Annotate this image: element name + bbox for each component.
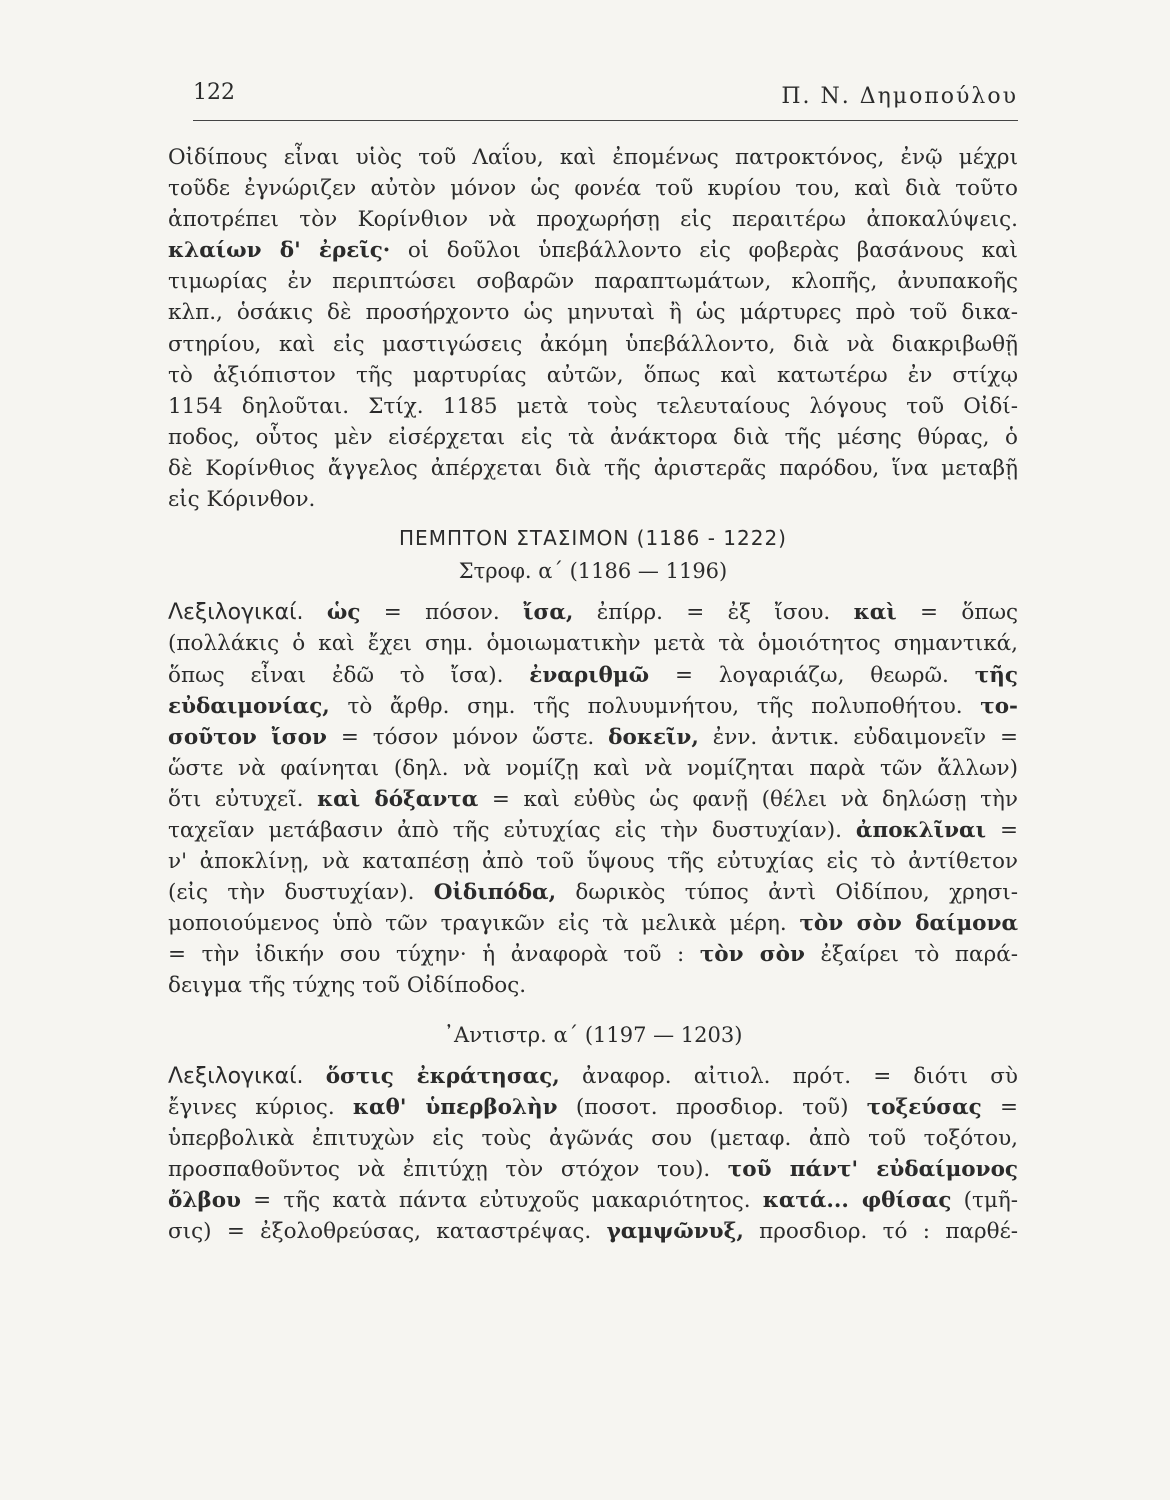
text-line: κλπ., ὁσάκις δὲ προσήρχοντο ὡς μηνυταὶ ἢ ὡς μάρτυρες πρὸ τοῦ δικα-	[168, 300, 1018, 326]
line-text: ἐνν. ἀντικ. εὐδαιμονεῖν =	[712, 724, 1018, 750]
text-line: δὲ Κορίνθιος ἄγγελος ἀπέρχεται διὰ τῆς ἀριστερᾶς παρόδου, ἵνα μεταβῇ	[168, 455, 1018, 481]
text-line	[168, 1061, 1018, 1092]
lemma: καθ' ὑπερβολὴν	[352, 1094, 558, 1120]
line-text: = τῆς κατὰ πάντα εὐτυχοῦς μακαριότητος.	[253, 1188, 751, 1213]
body-text	[168, 142, 1018, 1247]
lemma: γαμψῶνυξ,	[606, 1219, 744, 1245]
line-text: (τμῆ-	[963, 1188, 1018, 1213]
line-text: = τὴν ἰδικήν σου τύχην· ἡ ἀναφορὰ τοῦ :	[168, 942, 685, 968]
text-line	[168, 1185, 1018, 1216]
lemma: σοῦτον ἴσον	[168, 724, 327, 750]
line-text: τὸ ἄρθρ. σημ. τῆς πολυυμνήτου, τῆς πολυποθήτου.	[347, 693, 963, 719]
line-text: σις) = ἐξολοθρεύσας, καταστρέψας.	[168, 1219, 592, 1245]
text-line: (πολλάκις ὁ καὶ ἔχει σημ. ὁμοιωματικὴν μετὰ τὰ ὁμοιότητος σημαντικά,	[168, 631, 1018, 657]
text-line: στηρίου, καὶ εἰς μαστιγώσεις ἀκόμη ὑπεβάλλοντο, διὰ νὰ διακριβωθῇ	[168, 331, 1018, 357]
lemma: Οἰδιπόδα,	[433, 880, 557, 906]
running-title: Π. Ν. Δημοπούλου	[781, 84, 1018, 109]
lemma: κλαίων δ' ἐρεῖς·	[168, 238, 391, 264]
text-line	[168, 877, 1018, 908]
line-text: ταχεῖαν μετάβασιν ἀπὸ τῆς εὐτυχίας εἰς τὴν δυστυχίαν).	[168, 817, 842, 843]
line-text: ὅπως εἶναι ἐδῶ τὸ ἴσα).	[168, 662, 504, 688]
line-text: (εἰς τὴν δυστυχίαν).	[168, 880, 415, 906]
text-line: τιμωρίας ἐν περιπτώσει σοβαρῶν παραπτωμάτων, κλοπῆς, ἀνυπακοῆς	[168, 269, 1018, 295]
line-text: μοποιούμενος ὑπὸ τῶν τραγικῶν εἰς τὰ μελικὰ μέρη.	[168, 911, 787, 937]
lemma: εὐδαιμονίας,	[168, 693, 330, 719]
line-text: προσπαθοῦντος νὰ ἐπιτύχῃ τὸν στόχον του).	[168, 1156, 711, 1182]
text-line	[168, 660, 1018, 691]
lemma: κατά... φθίσας	[762, 1188, 952, 1213]
text-line	[168, 908, 1018, 939]
line-text: ἐξαίρει τὸ παρά-	[820, 942, 1018, 968]
lemma: καὶ δόξαντα	[317, 786, 479, 812]
vocab-label: Λεξιλογικαί.	[168, 1063, 304, 1089]
page-number: 122	[193, 80, 235, 105]
text-line: τοῦδε ἐγνώριζεν αὐτὸν μόνον ὡς φονέα τοῦ κυρίου του, καὶ διὰ τοῦτο	[168, 176, 1018, 202]
text-line: ἀποτρέπει τὸν Κορίνθιον νὰ προχωρήσῃ εἰς περαιτέρω ἀποκαλύψεις.	[168, 207, 1018, 233]
text-line: ὑπερβολικὰ ἐπιτυχὼν εἰς τοὺς ἀγῶνάς σου (μεταφ. ἀπὸ τοῦ τοξότου,	[168, 1125, 1018, 1151]
text-line: δειγμα τῆς τύχης τοῦ Οἰδίποδος.	[168, 973, 527, 999]
text-line	[168, 784, 1018, 815]
text-line	[168, 691, 1018, 722]
text-line: ποδος, οὗτος μὲν εἰσέρχεται εἰς τὰ ἀνάκτορα διὰ τῆς μέσης θύρας, ὁ	[168, 424, 1018, 450]
text-line	[168, 597, 1018, 628]
lemma: ἐναριθμῶ	[529, 662, 650, 688]
line-text: δωρικὸς τύπος ἀντὶ Οἰδίπου, χρησι-	[575, 880, 1018, 906]
lemma: τῆς	[974, 662, 1018, 688]
vocabulary-paragraph	[168, 597, 1018, 1001]
line-text: =	[999, 1094, 1018, 1120]
lemma: τοξεύσας	[866, 1094, 982, 1120]
text-line	[168, 1092, 1018, 1123]
line-text: ὅτι εὐτυχεῖ.	[168, 786, 304, 812]
text-line	[168, 235, 1018, 266]
text-line	[168, 939, 1018, 970]
text-line: 1154 δηλοῦται. Στίχ. 1185 μετὰ τοὺς τελευταίους λόγους τοῦ Οἰδί-	[168, 393, 1018, 419]
lemma: ὄλβου	[168, 1188, 241, 1213]
text-line	[168, 722, 1018, 753]
running-head	[193, 80, 1018, 121]
lemma: δοκεῖν,	[608, 724, 699, 750]
vocabulary-paragraph	[168, 1061, 1018, 1248]
commentary-paragraph	[168, 142, 1018, 515]
lemma: ὅστις ἐκράτησας,	[325, 1063, 560, 1089]
line-text: =	[999, 817, 1018, 843]
line-text: ἐπίρρ. = ἐξ ἴσου.	[596, 600, 831, 626]
lemma: ἀποκλῖναι	[855, 817, 987, 843]
lemma: ἴσα,	[523, 600, 574, 626]
line-text: = λογαριάζω, θεωρῶ.	[674, 662, 949, 688]
text-line: Οἰδίπους εἶναι υἱὸς τοῦ Λαΐου, καὶ ἐπομένως πατροκτόνος, ἐνῷ μέχρι	[168, 145, 1018, 170]
lemma: ὡς	[326, 600, 361, 626]
lemma: τοῦ πάντ' εὐδαίμονος	[727, 1156, 1018, 1182]
lemma: τὸν σὸν δαίμονα	[799, 911, 1018, 937]
line-text: ἔγινες κύριος.	[168, 1094, 335, 1120]
line-text: οἱ δοῦλοι ὑπεβάλλοντο εἰς φοβερὰς βασάνους καὶ	[407, 238, 1018, 264]
text-line: ὥστε νὰ φαίνηται (δηλ. νὰ νομίζῃ καὶ νὰ νομίζηται παρὰ τῶν ἄλλων)	[168, 755, 1018, 781]
line-text: = καὶ εὐθὺς ὡς φανῇ (θέλει νὰ δηλώσῃ τὴν	[491, 786, 1018, 812]
lemma: καὶ	[853, 600, 897, 626]
line-text: (ποσοτ. προσδιορ. τοῦ)	[575, 1094, 849, 1120]
text-line	[168, 1154, 1018, 1185]
section-title: ΠΕΜΠΤΟΝ ΣΤΑΣΙΜΟΝ (1186 - 1222)	[399, 526, 787, 551]
strophe-heading: Στροφ. α΄ (1186 — 1196)	[458, 559, 728, 584]
line-text: = τόσον μόνον ὥστε.	[340, 724, 595, 750]
lemma: τὸν σὸν	[699, 942, 805, 968]
text-line: εἰς Κόρινθον.	[168, 487, 316, 513]
antistrophe-heading: ᾿Αντιστρ. α΄ (1197 — 1203)	[443, 1022, 743, 1047]
line-text: ἀναφορ. αἰτιολ. πρότ. = διότι σὺ	[581, 1063, 1018, 1089]
lemma: το-	[980, 693, 1018, 719]
text-line: τὸ ἀξιόπιστον τῆς μαρτυρίας αὐτῶν, ὅπως καὶ κατωτέρω ἐν στίχῳ	[168, 362, 1018, 388]
line-text: = πόσον.	[383, 600, 500, 626]
line-text: = ὅπως	[920, 600, 1019, 626]
text-line	[168, 1216, 1018, 1247]
text-line: ν' ἀποκλίνῃ, νὰ καταπέσῃ ἀπὸ τοῦ ὕψους τῆς εὐτυχίας εἰς τὸ ἀντίθετον	[168, 849, 1018, 875]
vocab-label: Λεξιλογικαί.	[168, 600, 304, 626]
line-text: προσδιορ. τό : παρθέ-	[759, 1219, 1018, 1245]
text-line	[168, 815, 1018, 846]
